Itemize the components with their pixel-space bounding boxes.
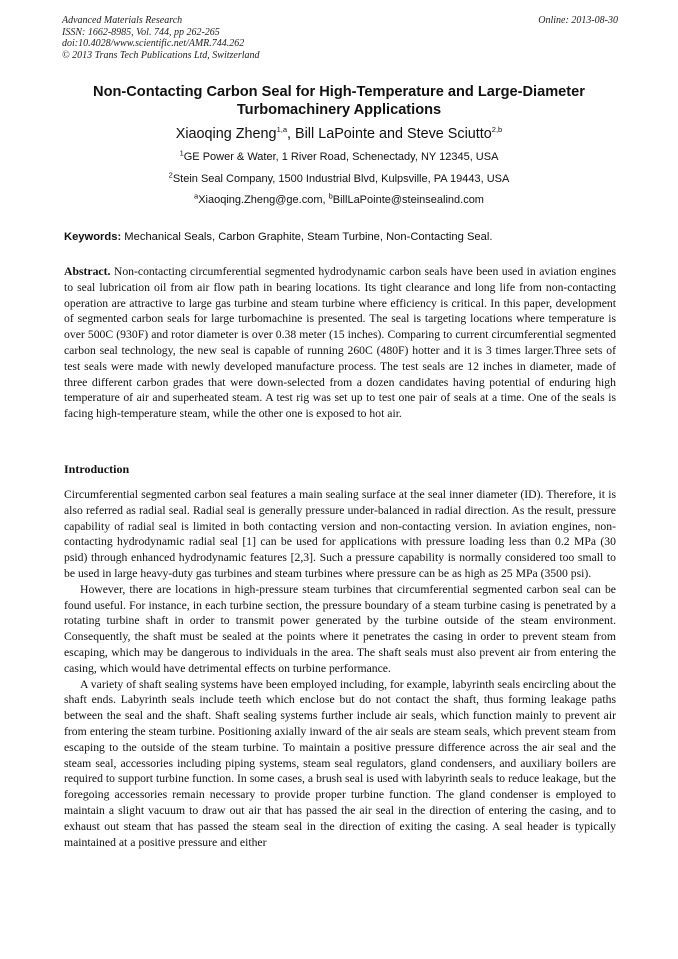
abstract-label: Abstract.: [64, 265, 111, 278]
issn-line: ISSN: 1662-8985, Vol. 744, pp 262-265: [62, 26, 220, 38]
email-a[interactable]: Xiaoqing.Zheng@ge.com,: [198, 194, 329, 206]
affiliation-2-text: Stein Seal Company, 1500 Industrial Blvd, Kulpsville, PA 19443, USA: [172, 173, 510, 185]
introduction-body: [64, 487, 616, 850]
keywords: [64, 230, 620, 244]
author-list: [40, 125, 638, 143]
affiliation-1-sup: 1: [179, 148, 184, 158]
email-line: [40, 193, 638, 207]
keywords-label: Keywords:: [64, 231, 122, 243]
author-1: Xiaoqing Zheng: [175, 126, 277, 142]
email-b-sup: b: [328, 191, 333, 201]
author-sep: ,: [287, 126, 295, 142]
author-2: Bill LaPointe and Steve Sciutto: [295, 126, 492, 142]
affiliation-1: [40, 150, 638, 164]
doi-line[interactable]: doi:10.4028/www.scientific.net/AMR.744.262: [62, 38, 245, 49]
author-2-sup: 2,b: [491, 125, 503, 135]
paper-title: Non-Contacting Carbon Seal for High-Temperature and Large-Diameter Turbomachinery Applications: [93, 84, 585, 118]
affiliation-2-sup: 2: [168, 170, 173, 180]
intro-paragraph-2: However, there are locations in high-pressure steam turbines that circumferential segmented carbon seal can be found useful. For instance, in each turbine section, the pressure boundary of a steam turbine casing is penetrated by a rotating turbine shaft in order to transmit power generated by the turbine outside of the steam environment. Consequently, the shaft must be sealed at the points where it penetrates the casing in order to prevent steam from escaping, which may be dangerous to individuals in the area. The shaft seals must also prevent air from entering the casing, which would have detrimental effects on turbine performance.: [64, 582, 616, 675]
copyright-line: © 2013 Trans Tech Publications Ltd, Switzerland: [62, 49, 260, 61]
intro-paragraph-1: Circumferential segmented carbon seal features a main sealing surface at the seal inner diameter (ID). Therefore, it is also referred as radial seal. Radial seal is generally pressure under-balanced in radial direction. As the result, pressure capability of radial seal is limited in both contacting version and non-contacting version. In aviation engines, non-contacting hydrodynamic radial seal [1] can be used for applications with pressure loading less than 0.2 MPa (30 psid) through enhanced hydrodynamic features [2,3]. Such a pressure capability is normally considered too small to be used in large heavy-duty gas turbines and steam turbines where pressure can be as high as 25 MPa (3500 psi).: [64, 488, 616, 580]
affiliation-2: [40, 172, 638, 186]
section-heading-introduction: Introduction: [64, 462, 130, 476]
journal-name: Advanced Materials Research: [62, 15, 183, 26]
email-a-sup: a: [194, 191, 199, 201]
online-date: Online: 2013-08-30: [538, 15, 618, 26]
affiliation-1-text: GE Power & Water, 1 River Road, Schenectady, NY 12345, USA: [183, 151, 499, 163]
abstract: [64, 264, 616, 422]
intro-paragraph-3: A variety of shaft sealing systems have been employed including, for example, labyrinth seals encircling about the shaft ends. Labyrinth seals include teeth which enclose but do not contact the shaft, thus forming leakage paths between the seal and the shaft. Shaft sealing systems further include air seals, which function mainly to prevent air from entering the steam turbine. Positioning axially inward of the air seals are steam seals, which prevent steam from escaping to the outside of the steam turbine. To maintain a positive pressure difference across the air seal and the steam seal, accessories including piping systems, steam seal regulators, gland condensers, and auxiliary boilers are required to support turbine function. In some cases, a brush seal is used with labyrinth seals to reduce leakage, but the foregoing accessories remain necessary to provide proper turbine function. The gland condenser is employed to maintain a slight vacuum to draw out air that has passed the air seal in the direction of entering the casing, and to exhaust out steam that has passed the steam seal in the direction of exiting the casing. A seal header is typically maintained at a positive pressure and either: [64, 677, 616, 849]
author-1-sup: 1,a: [276, 125, 287, 135]
abstract-text: Non-contacting circumferential segmented hydrodynamic carbon seals have been used in aviation engines to seal lubrication oil from air flow path in bearing locations. Its tight clearance and long life from non-contacting operation are attractive to large gas turbine and steam turbine where efficiency is critical. In this paper, development of segmented carbon seals for large turbomachine is presented. The seal is targeting locations where temperature is over 500C (930F) and rotor diameter is over 0.38 meter (15 inches). Comparing to current circumferential segmented carbon seal technology, the new seal is capable of running 260C (480F) hotter and it is 3 times larger.Three sets of test seals were made with newly developed manufacture process. The test seals are 12 inches in diameter, made of three different carbon grades that were down-selected from a dozen candidates having potential of enduring high temperature of air and superheated steam. A test rig was set up to test one pair of seals at a time. One of the seals is facing high-temperature steam, while the other one is exposed to hot air.: [64, 265, 616, 421]
keywords-text: Mechanical Seals, Carbon Graphite, Steam Turbine, Non-Contacting Seal.: [121, 231, 493, 243]
journal-header: [62, 15, 618, 61]
email-b[interactable]: BillLaPointe@steinsealind.com: [332, 194, 484, 206]
